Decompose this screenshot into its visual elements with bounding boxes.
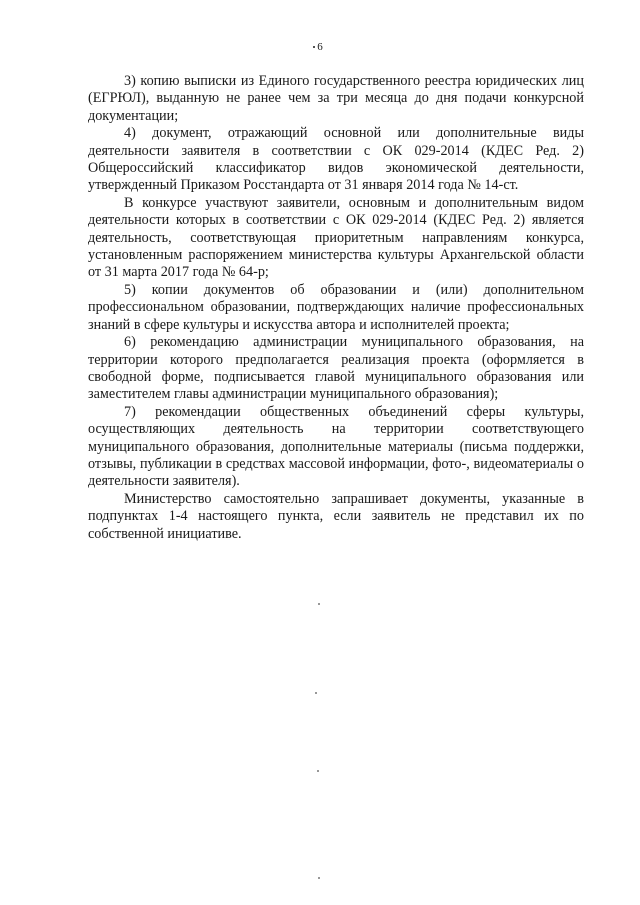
scan-speck (317, 770, 319, 772)
paragraph-ministry-request: Министерство самостоятельно запрашивает документы, указанные в подпунктах 1-4 настоящего пункта, если заявитель не представил их по собственной инициативе. (88, 490, 584, 542)
scan-speck (318, 877, 320, 879)
paragraph-item-6: 6) рекомендацию администрации муниципального образования, на территории которого предполагается реализация проекта (оформляется в свободной форме, подписывается главой муниципального образования или заместителем главы администрации муниципального образования); (88, 334, 584, 403)
paragraph-contest-participants: В конкурсе участвуют заявители, основным и дополнительным видом деятельности которых в соответствии с ОК 029-2014 (КДЕС Ред. 2) является деятельность, соответствующая приоритетным направлениям конкурса, установленным распоряжением министерства культуры Архангельской области от 31 марта 2017 года № 64-р; (88, 194, 584, 281)
paragraph-item-5: 5) копии документов об образовании и (или) дополнительном профессиональном образовании, подтверждающих наличие профессиональных знаний в сфере культуры и искусства автора и исполнителей проекта; (88, 281, 584, 333)
paragraph-item-4: 4) документ, отражающий основной или дополнительные виды деятельности заявителя в соответствии с ОК 029-2014 (КДЕС Ред. 2) Общероссийский классификатор видов экономической деятельности, утвержденный Приказом Росстандарта от 31 января 2014 года № 14-ст. (88, 125, 584, 194)
paragraph-item-3: 3) копию выписки из Единого государственного реестра юридических лиц (ЕГРЮЛ), выданную не ранее чем за три месяца до дня подачи конкурсной документации; (88, 73, 584, 124)
scan-speck (318, 603, 320, 605)
paragraph-item-7: 7) рекомендации общественных объединений сферы культуры, осуществляющих деятельность на территории соответствующего муниципального образования, дополнительные материалы (письма поддержки, отзывы, публикации в средствах массовой информации, фото-, видеоматериалы о деятельности заявителя). (88, 403, 584, 490)
page-mark (313, 46, 315, 48)
document-body (88, 73, 584, 543)
page-number: 6 (317, 41, 323, 53)
scan-speck (315, 692, 317, 694)
